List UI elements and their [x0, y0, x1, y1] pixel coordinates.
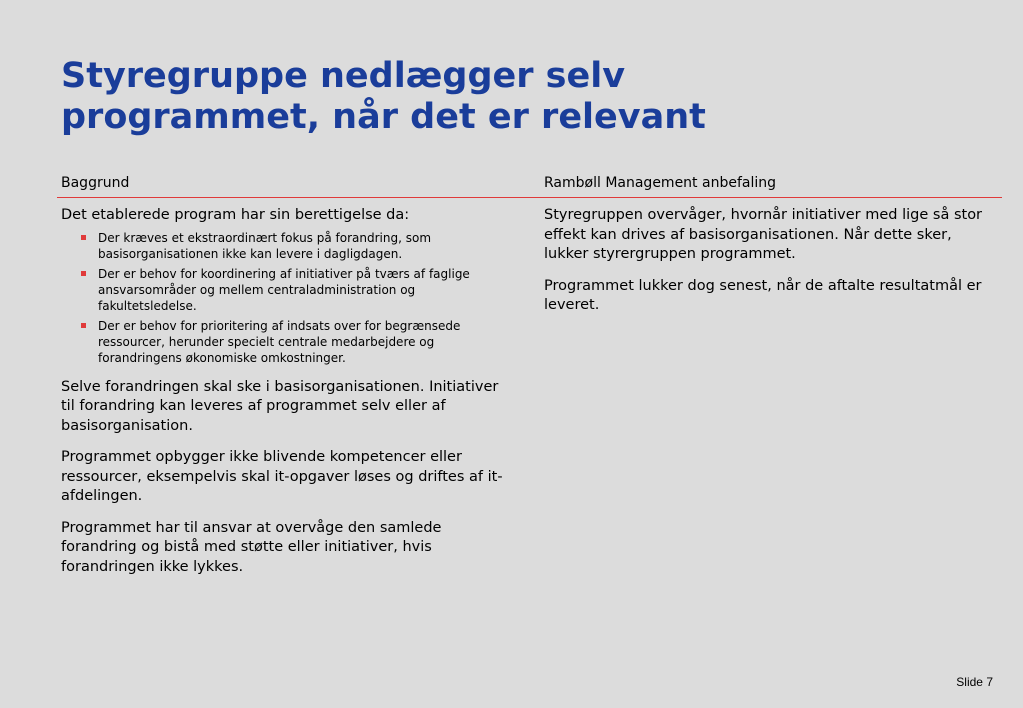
square-bullet-icon — [81, 271, 86, 276]
header-divider — [57, 197, 1002, 198]
bullet-item — [98, 266, 511, 314]
recommendation-column-header: Rambøll Management anbefaling — [544, 175, 776, 191]
background-paragraph: Programmet opbygger ikke blivende kompetencer eller ressourcer, eksempelvis skal it-opgaver løses og driftes af it-afdelingen. — [61, 449, 503, 504]
background-intro: Det etablerede program har sin berettigelse da: — [61, 207, 410, 223]
background-paragraph: Programmet har til ansvar at overvåge den samlede forandring og bistå med støtte eller initiativer, hvis forandringen ikke lykkes. — [61, 519, 442, 575]
bullet-item — [98, 230, 511, 262]
slide-title-line-1: Styregruppe nedlægger selv — [61, 56, 626, 96]
background-column-header: Baggrund — [61, 175, 130, 191]
slide-title — [61, 56, 961, 138]
slide-number: Slide 7 — [956, 675, 993, 689]
bullet-text: Der kræves et ekstraordinært fokus på forandring, som basisorganisationen ikke kan levere i dagligdagen. — [98, 230, 432, 261]
bullet-item — [98, 318, 511, 366]
background-paragraph: Selve forandringen skal ske i basisorganisationen. Initiativer til forandring kan leveres af programmet selv eller af basisorganisation. — [61, 378, 499, 434]
background-column — [61, 206, 511, 589]
slide-title-line-2: programmet, når det er relevant — [61, 97, 706, 137]
recommendation-paragraph: Programmet lukker dog senest, når de aftalte resultatmål er leveret. — [544, 277, 982, 313]
square-bullet-icon — [81, 235, 86, 240]
background-bullet-list — [61, 230, 511, 366]
square-bullet-icon — [81, 323, 86, 328]
recommendation-paragraph: Styregruppen overvåger, hvornår initiativer med lige så stor effekt kan drives af basisorganisationen. Når dette sker, lukker styrergruppen programmet. — [544, 207, 983, 262]
bullet-text: Der er behov for koordinering af initiativer på tværs af faglige ansvarsområder og mellem centraladministration og fakultetsledelse. — [98, 266, 470, 313]
recommendation-column — [544, 206, 994, 328]
bullet-text: Der er behov for prioritering af indsats over for begrænsede ressourcer, herunder specielt centrale medarbejdere og forandringens økonomiske omkostninger. — [98, 318, 461, 365]
